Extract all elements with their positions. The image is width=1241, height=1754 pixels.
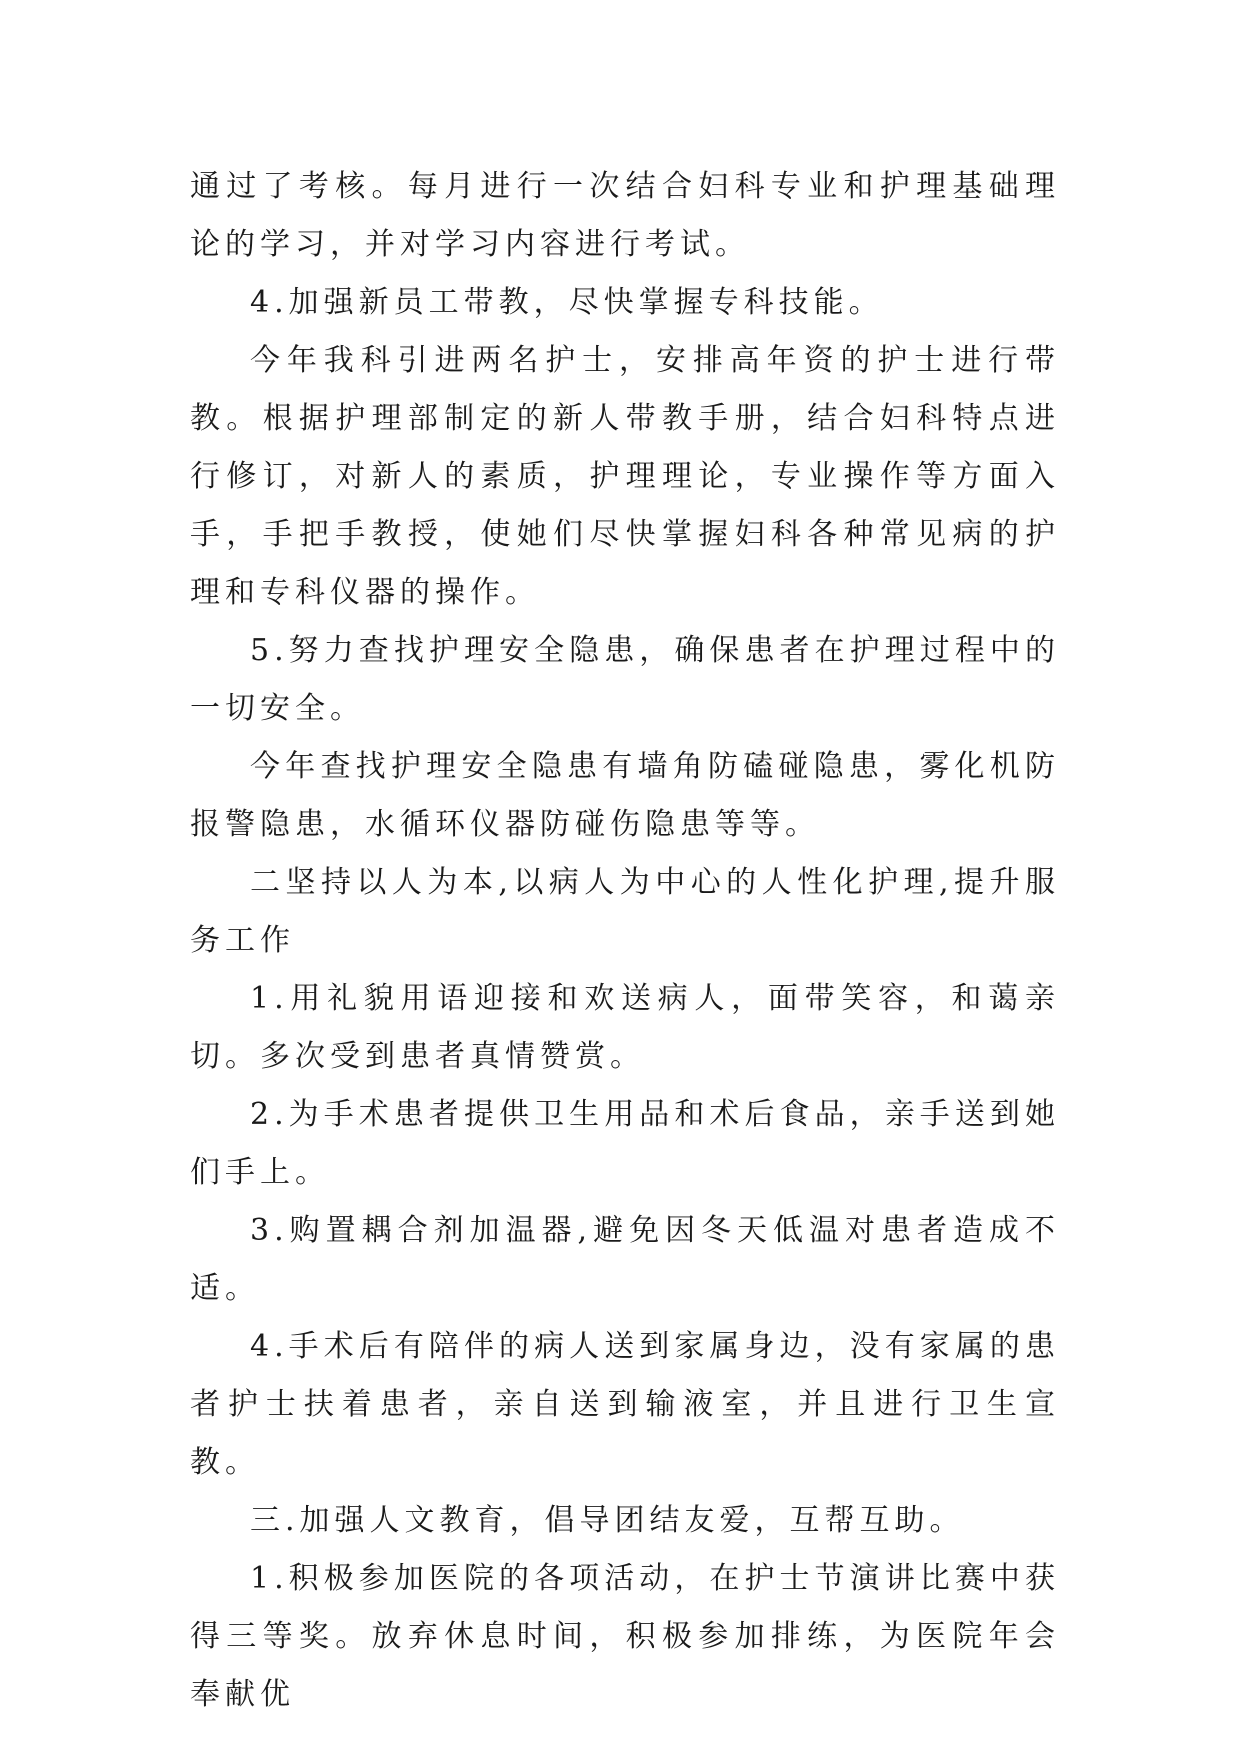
document-body — [190, 158, 1060, 1724]
paragraph: 3.购置耦合剂加温器,避免因冬天低温对患者造成不适。 — [190, 1213, 1060, 1306]
paragraph: 5.努力查找护理安全隐患，确保患者在护理过程中的一切安全。 — [190, 633, 1060, 726]
paragraph: 4.加强新员工带教，尽快掌握专科技能。 — [250, 285, 884, 320]
paragraph: 4.手术后有陪伴的病人送到家属身边，没有家属的患者护士扶着患者，亲自送到输液室，并且进行卫生宣教。 — [190, 1329, 1060, 1480]
paragraph: 二坚持以人为本,以病人为中心的人性化护理,提升服务工作 — [190, 865, 1060, 958]
paragraph: 1.用礼貌用语迎接和欢送病人，面带笑容，和蔼亲切。多次受到患者真情赞赏。 — [190, 981, 1060, 1074]
paragraph: 2.为手术患者提供卫生用品和术后食品，亲手送到她们手上。 — [190, 1097, 1060, 1190]
paragraph: 1.积极参加医院的各项活动，在护士节演讲比赛中获得三等奖。放弃休息时间，积极参加排练，为医院年会奉献优 — [190, 1561, 1060, 1712]
paragraph: 今年查找护理安全隐患有墙角防磕碰隐患，雾化机防报警隐患，水循环仪器防碰伤隐患等等。 — [190, 749, 1060, 842]
paragraph: 三.加强人文教育，倡导团结友爱，互帮互助。 — [250, 1503, 965, 1538]
paragraph: 通过了考核。每月进行一次结合妇科专业和护理基础理论的学习，并对学习内容进行考试。 — [190, 169, 1060, 262]
paragraph: 今年我科引进两名护士，安排高年资的护士进行带教。根据护理部制定的新人带教手册，结合妇科特点进行修订，对新人的素质，护理理论，专业操作等方面入手，手把手教授，使她们尽快掌握妇科各种常见病的护理和专科仪器的操作。 — [190, 343, 1060, 610]
